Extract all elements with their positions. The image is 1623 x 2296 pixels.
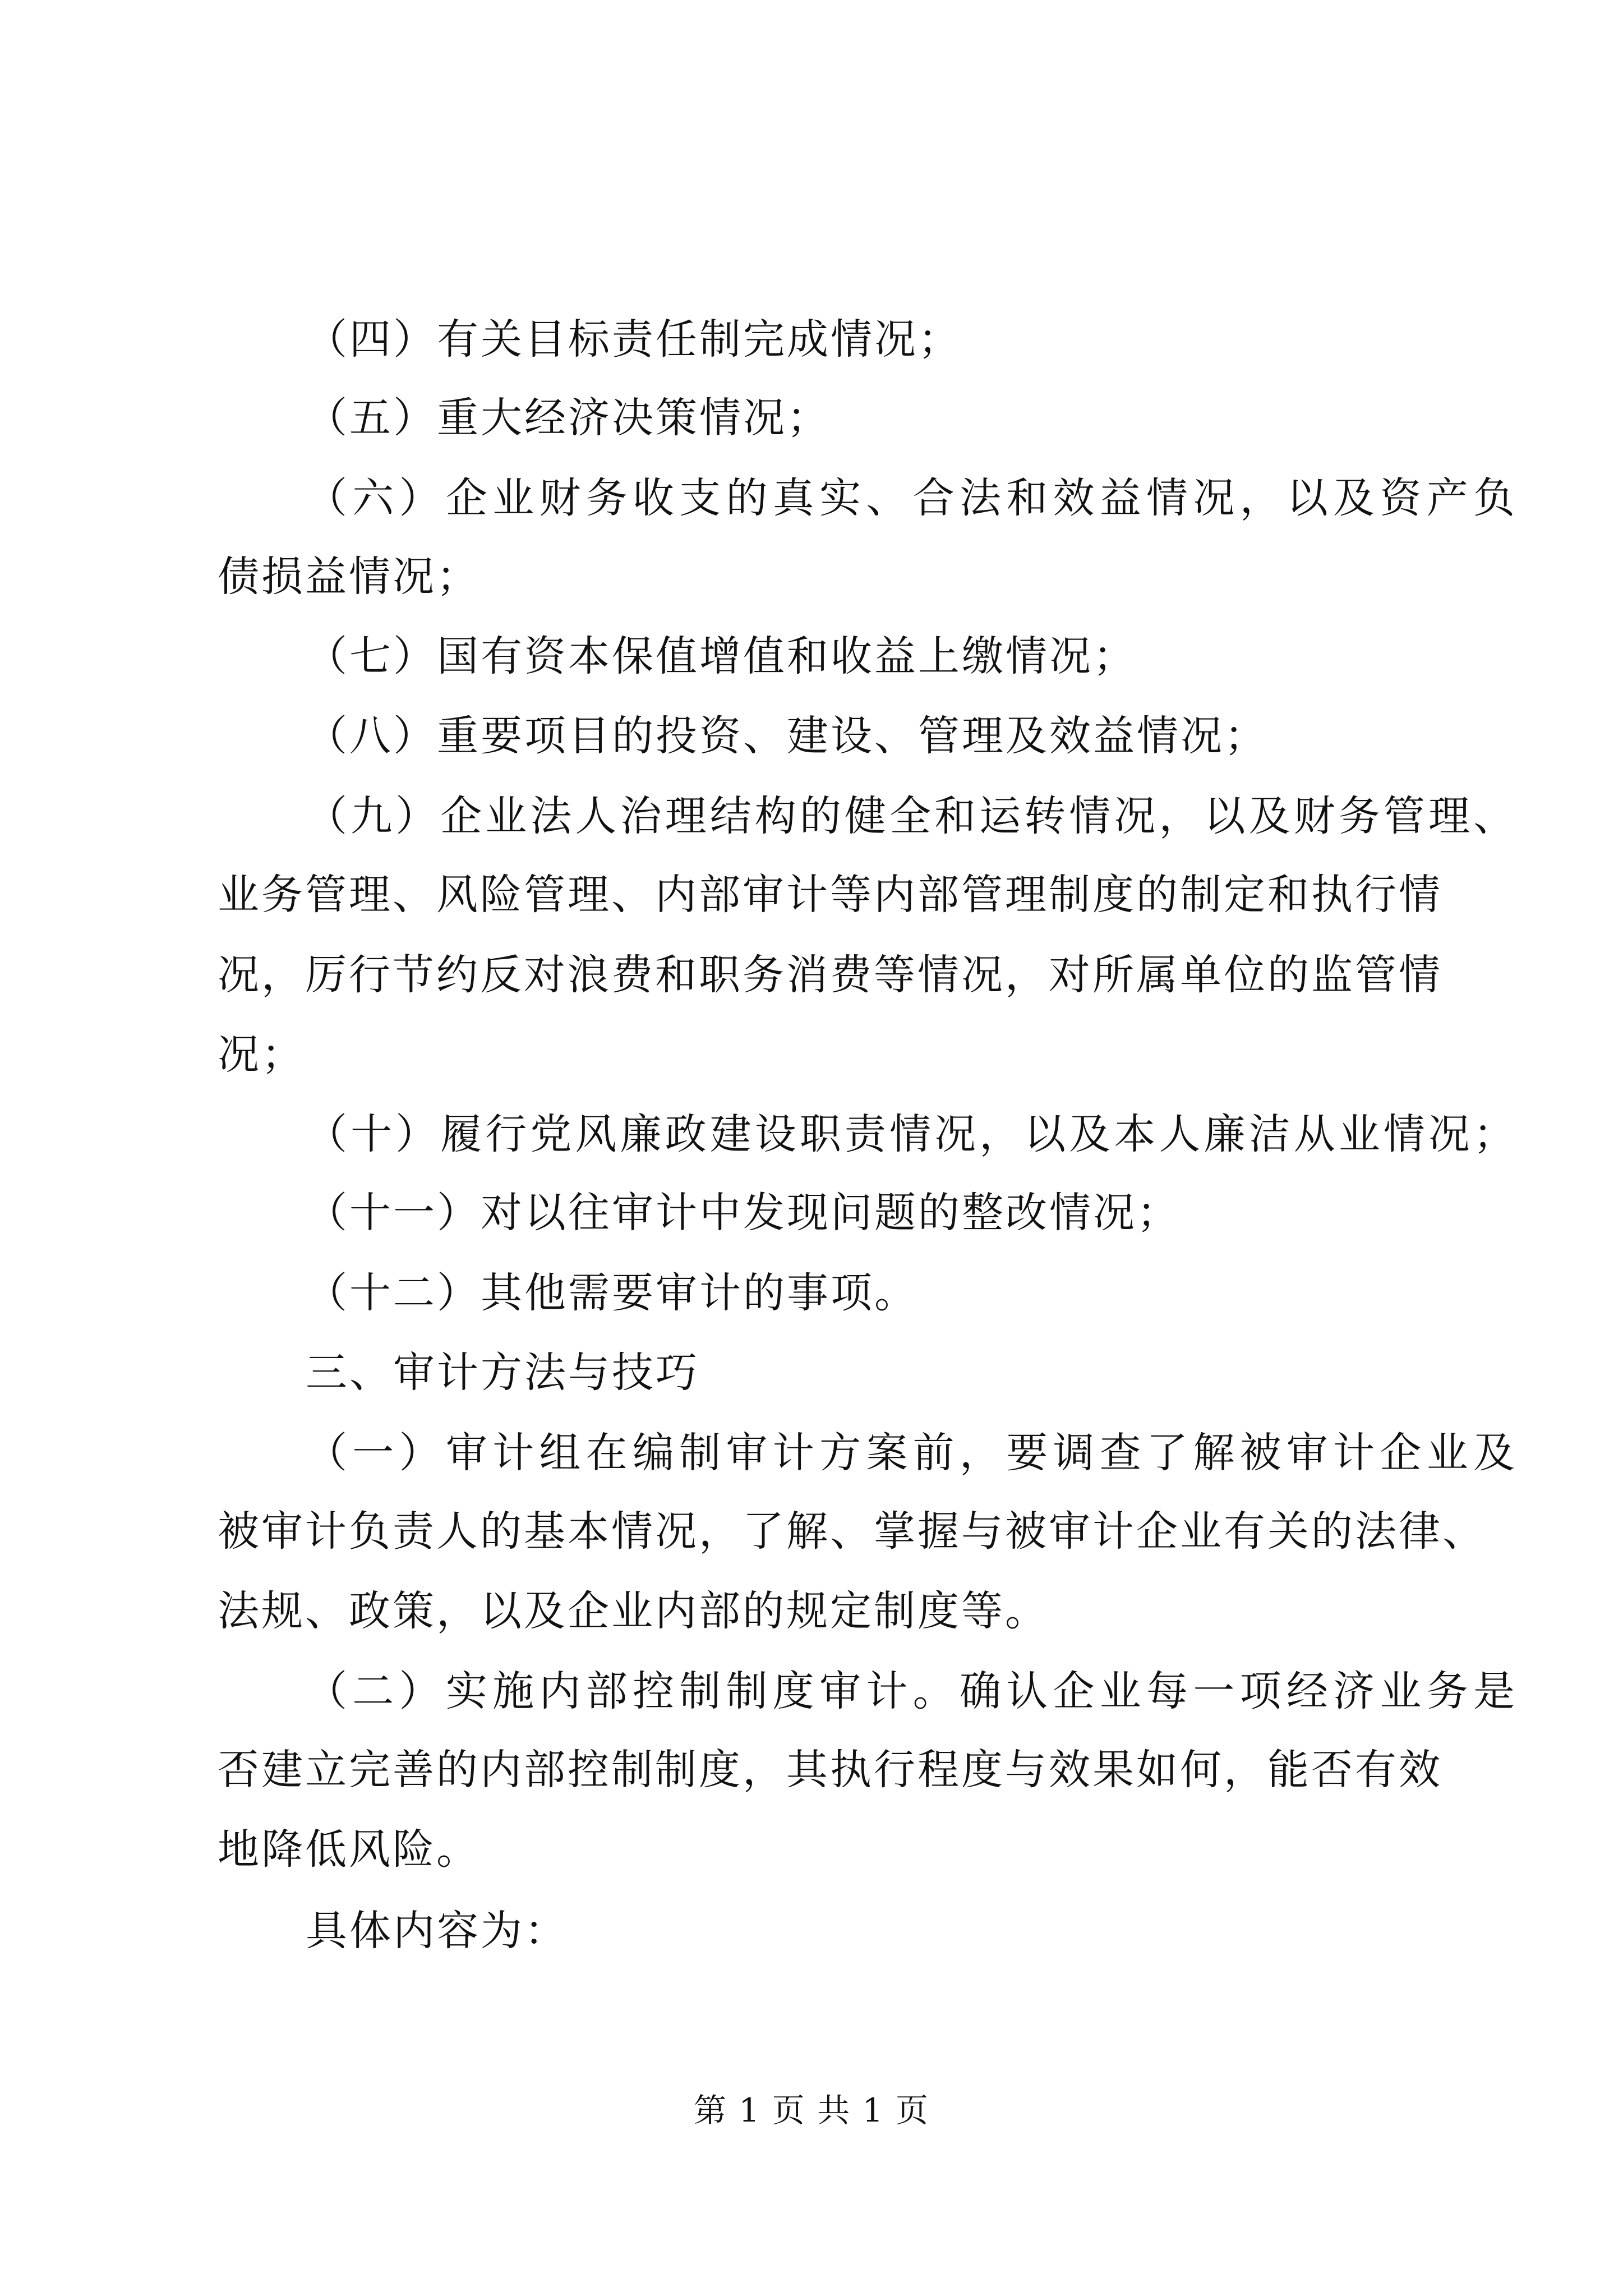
page-number-footer: 第 1 页 共 1 页 [694,2091,929,2129]
item-9-line-4: 况； [218,1030,305,1079]
method-1-line-1: （一）审计组在编制审计方案前，要调查了解被审计企业及 [306,1429,1517,1477]
method-2-line-2: 否建立完善的内部控制制度，其执行程度与效果如何，能否有效 [218,1746,1442,1794]
specific-content-label: 具体内容为： [306,1907,568,1955]
section-heading-3: 三、审计方法与技巧 [306,1349,699,1397]
item-10: （十）履行党风廉政建设职责情况，以及本人廉洁从业情况； [306,1110,1517,1158]
item-9-line-3: 况，厉行节约反对浪费和职务消费等情况，对所属单位的监管情 [218,951,1442,999]
item-12: （十二）其他需要审计的事项。 [306,1269,918,1317]
item-6-line-1: （六）企业财务收支的真实、合法和效益情况，以及资产负 [306,474,1517,522]
item-9-line-2: 业务管理、风险管理、内部审计等内部管理制度的制定和执行情 [218,871,1442,919]
item-5: （五）重大经济决策情况； [306,394,831,442]
item-9-line-1: （九）企业法人治理结构的健全和运转情况，以及财务管理、 [306,792,1517,840]
method-2-line-1: （二）实施内部控制制度审计。确认企业每一项经济业务是 [306,1667,1517,1715]
item-6-line-2: 债损益情况； [218,553,480,601]
item-7: （七）国有资本保值增值和收益上缴情况； [306,632,1137,680]
item-8: （八）重要项目的投资、建设、管理及效益情况； [306,712,1268,760]
item-4: （四）有关目标责任制完成情况； [306,315,962,364]
item-11: （十一）对以往审计中发现问题的整改情况； [306,1189,1181,1237]
method-1-line-2: 被审计负责人的基本情况，了解、掌握与被审计企业有关的法律、 [218,1507,1486,1556]
method-1-line-3: 法规、政策，以及企业内部的规定制度等。 [218,1587,1049,1635]
method-2-line-3: 地降低风险。 [218,1825,480,1874]
